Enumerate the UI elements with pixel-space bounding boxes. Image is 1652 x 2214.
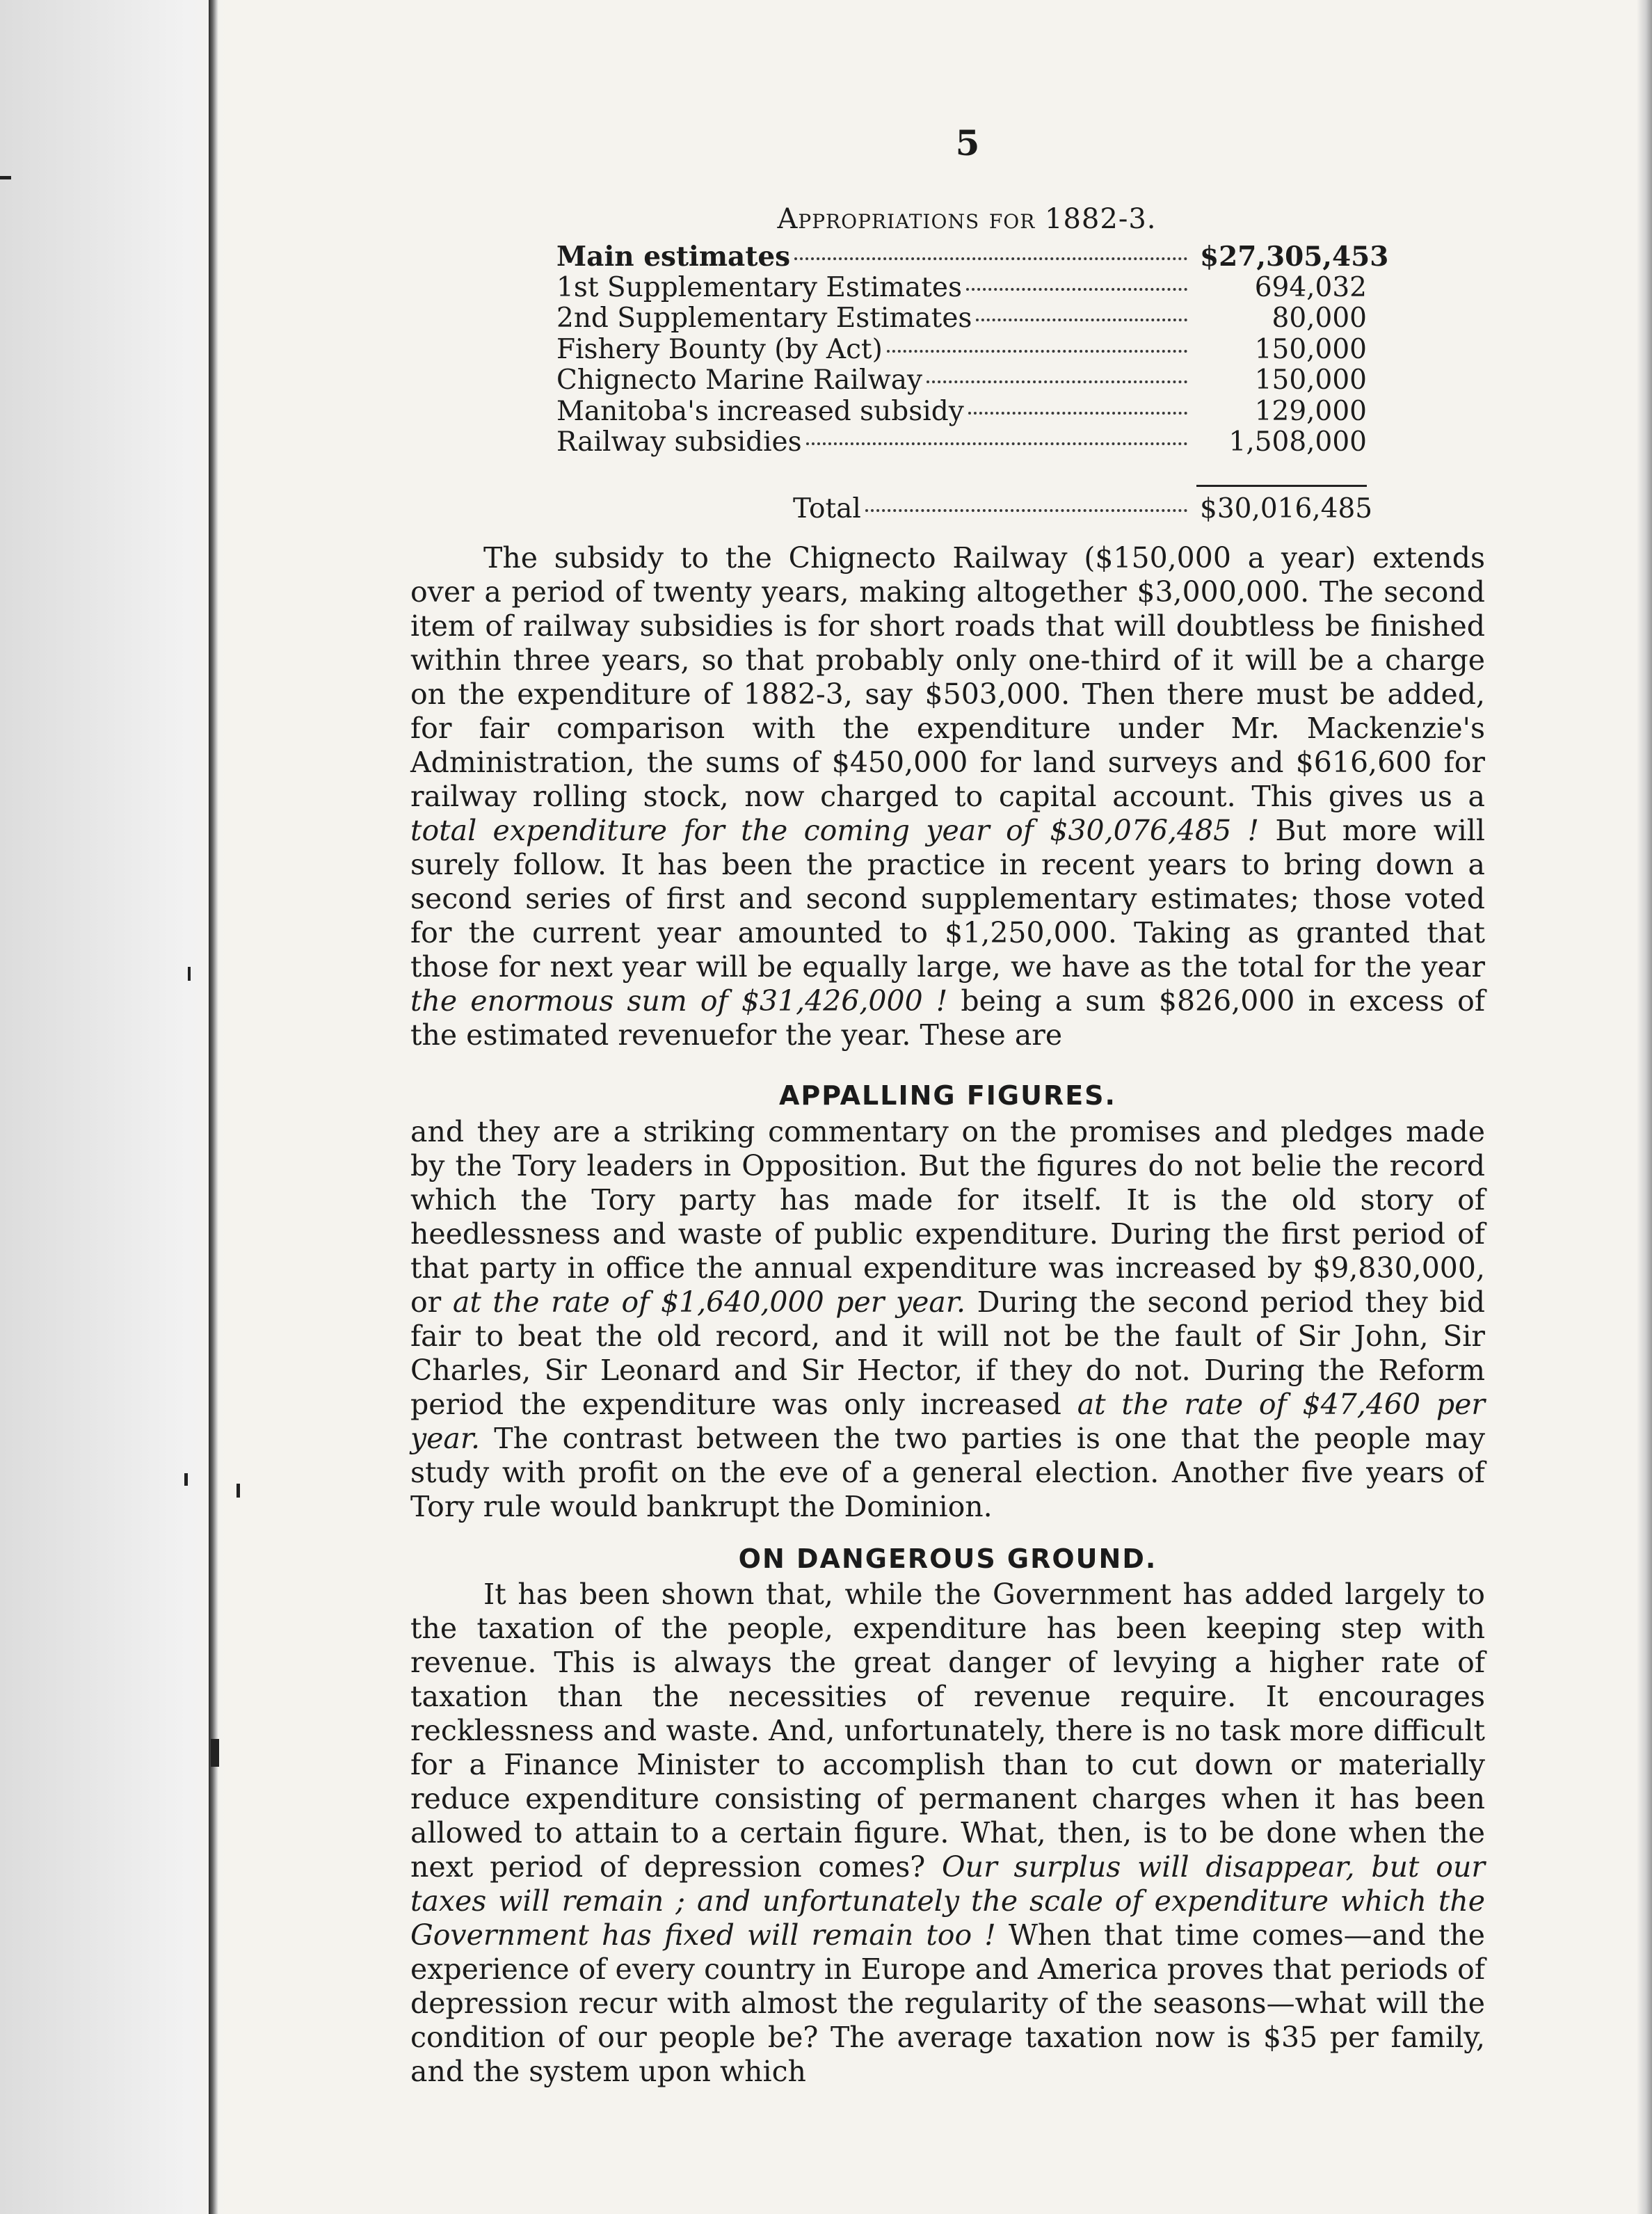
emphasis-text: total expenditure for the coming year of $30,076,485 ! <box>410 814 1260 847</box>
total-label: Total <box>793 493 861 524</box>
page-right-edge <box>1637 0 1652 2214</box>
text-run: When that time comes—and the experience of every country in Europe and America proves that periods of depression recur with almost the regularity of the seasons—what will the condition of our people be? The average taxation now is $35 per family, and the system upon which <box>410 1918 1486 2088</box>
dot-leader <box>865 509 1187 512</box>
margin-mark <box>184 1473 188 1486</box>
table-row <box>556 427 1367 458</box>
paragraph-appalling <box>410 1115 1485 1524</box>
page-number: 5 <box>955 122 980 163</box>
binding-edge <box>209 0 218 2214</box>
table-row <box>556 396 1367 428</box>
dot-leader <box>968 412 1187 415</box>
emphasis-text: at the rate of $47,460 per year. <box>410 1388 1485 1455</box>
emphasis-text: at the rate of $1,640,000 per year. <box>452 1285 965 1319</box>
table-row <box>556 335 1367 366</box>
paragraph <box>410 1115 1485 1524</box>
dot-leader <box>794 257 1187 260</box>
table-row <box>556 241 1389 273</box>
total-row <box>793 490 1373 529</box>
text-run: It has been shown that, while the Government has added largely to the taxation of the people, expenditure has been keeping step with revenue. This is always the great danger of levying a higher rate of taxation than the necessities of revenue require. It encourages recklessness and waste. And, unfortunately, there is no task more difficult for a Finance Minister to accomplish than to cut down or materially reduce expenditure consisting of permanent charges when it has been allowed to attain to a certain figure. What, then, is to be done when the next period of depression comes? <box>410 1578 1485 1884</box>
text-run: During the second period they bid fair to beat the old record, and it will not be the fault of Sir John, Sir Charles, Sir Leonard and Sir Hector, if they do not. During the Reform period the expenditure was only increased <box>410 1285 1485 1421</box>
total-value: $30,016,485 <box>1200 493 1373 524</box>
dot-leader <box>887 350 1187 353</box>
text-run: and they are a striking commentary on the promises and pledges made by the Tory leaders in Opposition. But the figures do not belie the record which the Tory party has made for itself. It is the old story of heedlessness and waste of public expenditure. During the first period of that party in office the annual expenditure was increased by $9,830,000, or <box>410 1115 1485 1319</box>
emphasis-text: the enormous sum of $31,426,000 ! <box>410 984 948 1018</box>
row-value: 694,032 <box>1254 271 1367 303</box>
text-run: The subsidy to the Chignecto Railway ($150,000 a year) extends over a period of twenty years, making altogether $3,000,000. The second item of railway subsidies is for short roads that will doubtless be finished within three years, so that probably only one-third of it will be a charge on the expenditure of 1882-3, say $503,000. Then there must be added, for fair comparison with the expenditure under Mr. Mackenzie's Administration, the sums of $450,000 for land surveys and $616,600 for railway rolling stock, now charged to capital account. This gives us a <box>410 541 1485 813</box>
dot-leader <box>976 319 1187 321</box>
row-label: Fishery Bounty (by Act) <box>556 333 883 365</box>
paragraph <box>410 541 1485 1052</box>
row-label: Manitoba's increased subsidy <box>556 395 964 427</box>
margin-mark <box>236 1484 240 1498</box>
row-label: Main estimates <box>556 241 791 273</box>
margin-mark <box>211 1739 219 1767</box>
paragraph-dangerous <box>410 1578 1485 2089</box>
table-row <box>556 273 1367 304</box>
row-label: 2nd Supplementary Estimates <box>556 303 972 334</box>
paragraph-subsidy <box>410 541 1485 1052</box>
page-gutter-shadow <box>0 0 230 2214</box>
total-rule <box>1196 485 1367 487</box>
heading-dangerous-ground: ON DANGEROUS GROUND. <box>738 1543 1157 1574</box>
table-row <box>556 303 1367 335</box>
text-run: being a sum $826,000 in excess of the estimated revenuefor the year. These are <box>410 984 1485 1052</box>
row-value: 129,000 <box>1254 395 1367 427</box>
table-row <box>556 365 1367 396</box>
margin-mark <box>0 176 11 179</box>
row-label: 1st Supplementary Estimates <box>556 271 963 303</box>
row-label: Railway subsidies <box>556 426 802 458</box>
paragraph <box>410 1578 1485 2089</box>
dot-leader <box>966 288 1187 291</box>
dot-leader <box>927 380 1187 383</box>
row-value: 1,508,000 <box>1228 426 1367 458</box>
dot-leader <box>806 442 1187 445</box>
heading-appalling-figures: APPALLING FIGURES. <box>779 1080 1116 1111</box>
row-value: 80,000 <box>1272 303 1367 334</box>
row-value: $27,305,453 <box>1200 241 1389 273</box>
appropriations-title: Appropriations for 1882-3. <box>777 203 1157 235</box>
row-value: 150,000 <box>1254 333 1367 365</box>
text-run: But more will surely follow. It has been the practice in recent years to bring down a second series of first and second supplementary estimates; those voted for the current year amounted to $1,250,000. Taking as granted that those for next year will be equally large, we have as the total for the year <box>410 814 1486 984</box>
row-value: 150,000 <box>1254 364 1367 396</box>
text-run: The contrast between the two parties is one that the people may study with profit on the eve of a general election. Another five years of Tory rule would bankrupt the Dominion. <box>410 1422 1485 1523</box>
row-label: Chignecto Marine Railway <box>556 364 923 396</box>
appropriations-table <box>556 241 1389 458</box>
emphasis-text: Our surplus will disappear, but our taxes will remain ; and unfortunately the scale of expenditure which the Government has fixed will remain too ! <box>410 1850 1485 1952</box>
margin-mark <box>188 967 191 981</box>
